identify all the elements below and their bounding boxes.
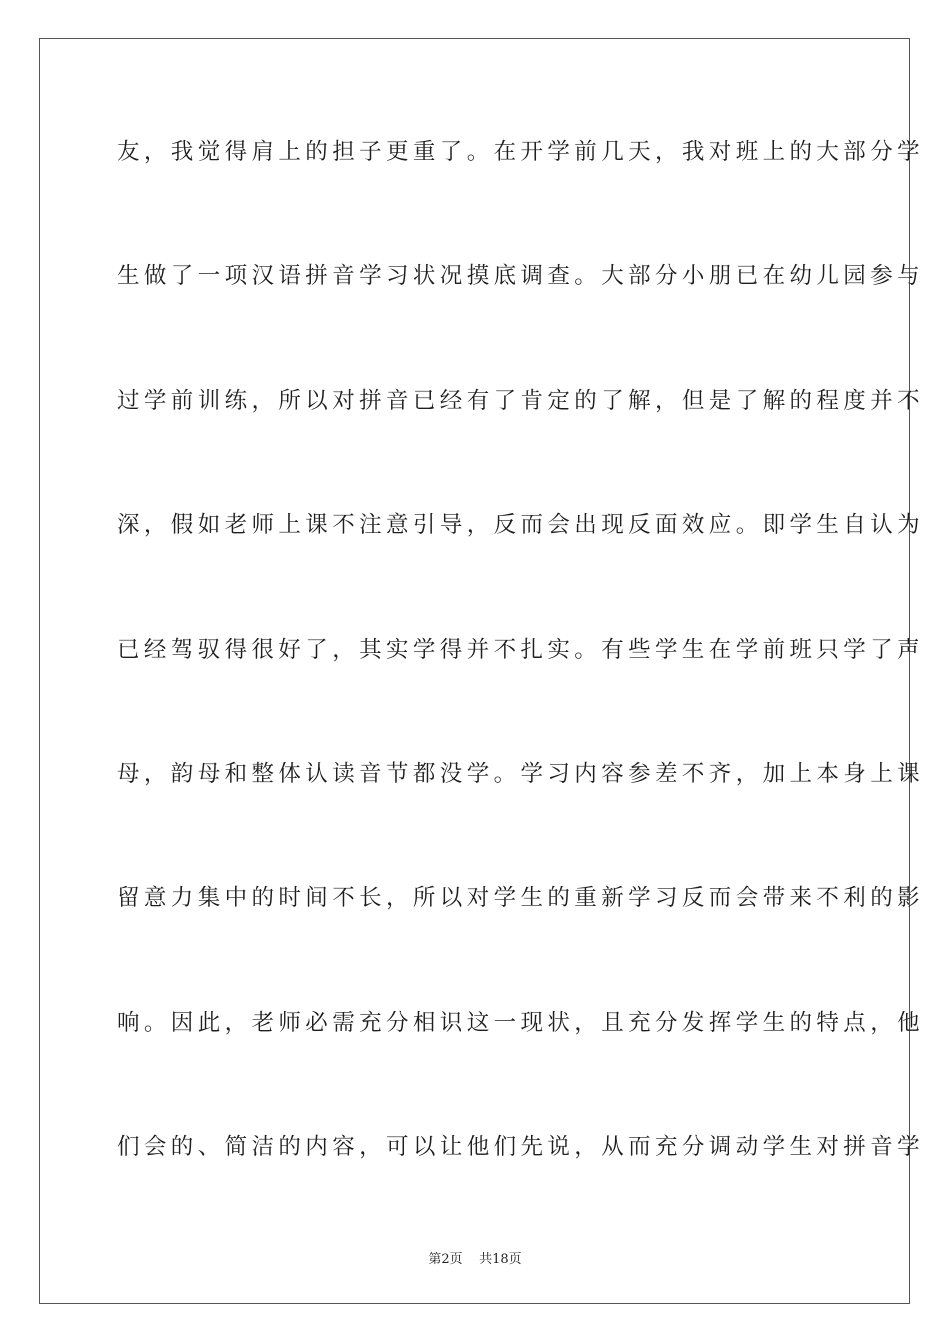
- text-line: 过学前训练，所以对拼音已经有了肯定的了解，但是了解的程度并不: [117, 387, 925, 414]
- text-line: 深，假如老师上课不注意引导，反而会出现反面效应。即学生自认为: [117, 512, 925, 539]
- text-line: 响。因此，老师必需充分相识这一现状，且充分发挥学生的特点，他: [117, 1009, 925, 1036]
- page-number-footer: 第2页 共18页: [428, 1252, 522, 1267]
- text-line: 母，韵母和整体认读音节都没学。学习内容参差不齐，加上本身上课: [117, 760, 925, 787]
- document-body: [117, 132, 925, 1252]
- text-line: 已经驾驭得很好了，其实学得并不扎实。有些学生在学前班只学了声: [117, 636, 925, 663]
- text-line: 们会的、简洁的内容，可以让他们先说，从而充分调动学生对拼音学: [117, 1134, 925, 1161]
- text-line: 生做了一项汉语拼音学习状况摸底调查。大部分小朋已在幼儿园参与: [117, 263, 925, 290]
- text-line: 留意力集中的时间不长，所以对学生的重新学习反而会带来不利的影: [117, 885, 925, 912]
- text-line: 友，我觉得肩上的担子更重了。在开学前几天，我对班上的大部分学: [117, 139, 925, 165]
